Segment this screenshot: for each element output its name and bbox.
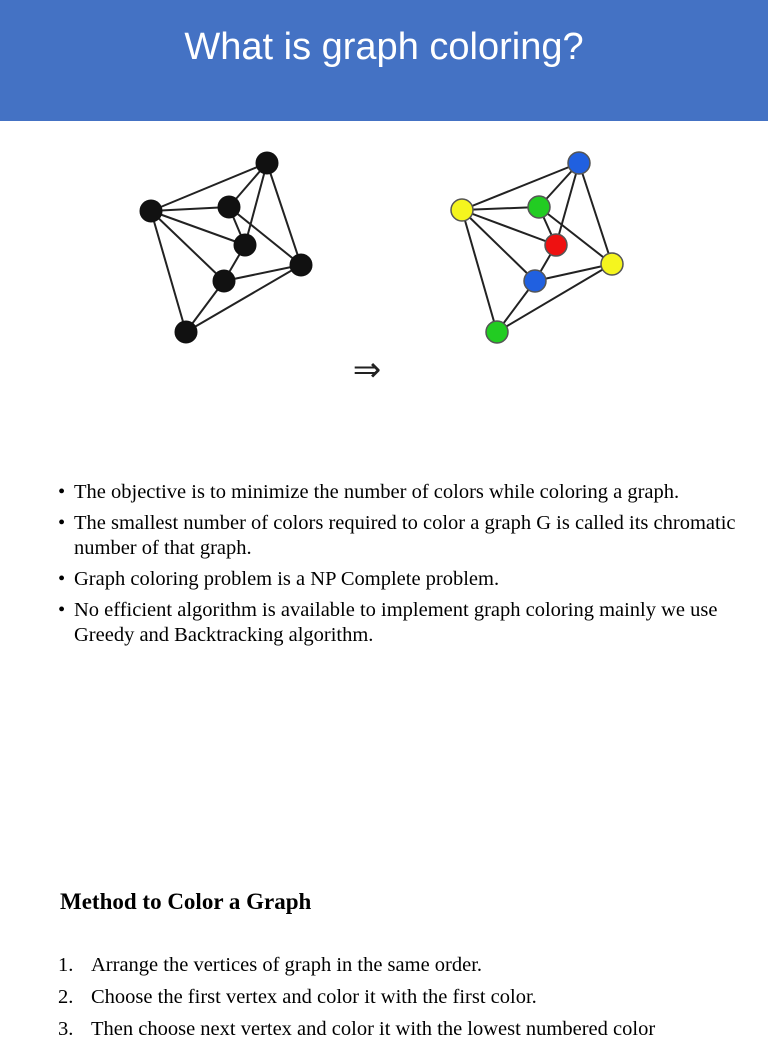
uncolored-edge	[224, 265, 301, 281]
steps-list	[58, 953, 748, 1049]
uncolored-vertex	[213, 270, 235, 292]
section-heading: Method to Color a Graph	[60, 889, 312, 914]
uncolored-vertex	[234, 234, 256, 256]
colored-edge	[497, 264, 612, 332]
list-item	[58, 985, 748, 1010]
colored-vertex	[601, 253, 623, 275]
step-number: 1.	[58, 954, 74, 976]
uncolored-edge	[186, 265, 301, 332]
colored-vertex	[524, 270, 546, 292]
step-text: Then choose next vertex and color it with the lowest numbered color	[91, 1018, 656, 1040]
bullet-item: • The smallest number of colors required to color a graph G is called its chromatic number of that graph.	[58, 511, 738, 561]
uncolored-vertex	[175, 321, 197, 343]
uncolored-graph	[140, 152, 312, 343]
uncolored-vertex	[140, 200, 162, 222]
colored-vertex	[528, 196, 550, 218]
colored-vertex	[545, 234, 567, 256]
uncolored-vertex	[218, 196, 240, 218]
step-number: 3.	[58, 1018, 74, 1040]
colored-edge	[579, 163, 612, 264]
colored-vertex	[486, 321, 508, 343]
title-bar	[0, 0, 768, 121]
bullet-item: • Graph coloring problem is a NP Complete problem.	[58, 567, 738, 592]
bullet-item: • The objective is to minimize the number of colors while coloring a graph.	[58, 480, 738, 505]
list-item	[58, 1017, 748, 1042]
implies-arrow: ⇒	[352, 350, 382, 390]
step-text: Arrange the vertices of graph in the same order.	[91, 954, 483, 976]
step-number: 2.	[58, 986, 74, 1008]
colored-edge	[535, 264, 612, 281]
step-text: Choose the first vertex and color it with the first color.	[91, 986, 537, 1008]
uncolored-edge	[151, 207, 229, 211]
uncolored-vertex	[256, 152, 278, 174]
list-item	[58, 953, 748, 978]
graph-coloring-illustration	[0, 121, 768, 421]
colored-edge	[462, 163, 579, 210]
page-title: What is graph coloring?	[184, 26, 584, 68]
uncolored-vertex	[290, 254, 312, 276]
colored-graph	[451, 152, 623, 343]
colored-vertex	[451, 199, 473, 221]
uncolored-edge	[151, 163, 267, 211]
colored-vertex	[568, 152, 590, 174]
bullet-list	[58, 480, 738, 654]
bullet-item: • No efficient algorithm is available to implement graph coloring mainly we use Greedy and Backtracking algorithm.	[58, 598, 738, 648]
uncolored-edge	[267, 163, 301, 265]
